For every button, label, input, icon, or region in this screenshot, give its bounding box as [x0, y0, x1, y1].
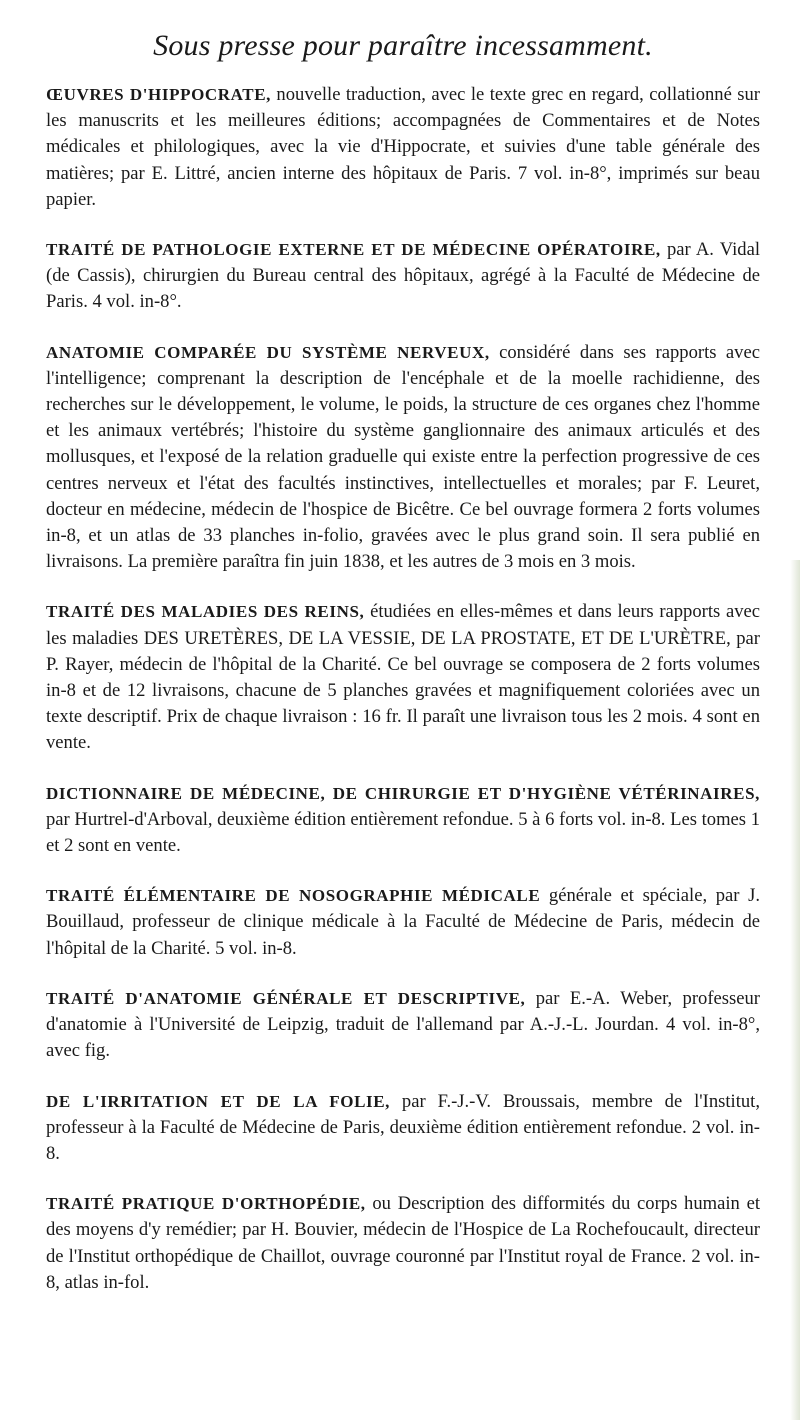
entry-body: par F.-J.-V. Broussais, membre de l'Institut, professeur à la Faculté de Médecine de Paris, deuxième édition entièrement refondue. 2 vol. in-8.	[46, 1090, 760, 1164]
entry-body: par A. Vidal (de Cassis), chirurgien du Bureau central des hôpitaux, agrégé à la Faculté de Médecine de Paris. 4 vol. in-8°.	[46, 239, 761, 313]
catalogue-entry-dictionnaire-veterinaire	[46, 781, 760, 860]
catalogue-entry-orthopedie	[46, 1191, 760, 1296]
running-head: Sous presse pour paraître incessamment.	[153, 29, 653, 62]
entry-body: étudiées en elles-mêmes et dans leurs rapports avec les maladies DES URETÈRES, DE LA VESSIE, DE LA PROSTATE, ET DE L'URÈTRE, par P. Rayer, médecin de l'hôpital de la Charité. Ce bel ouvrage se composera de 2 forts volumes in-8 et de 12 livraisons, chacune de 5 planches gravées et magnifiquement coloriées avec un texte descriptif. Prix de chaque livraison : 16 fr. Il paraît une livraison tous les 2 mois. 4 sont en vente.	[46, 601, 760, 754]
catalogue-entry-hippocrate	[46, 82, 760, 213]
entry-title: ANATOMIE COMPARÉE DU SYSTÈME NERVEUX,	[46, 342, 490, 362]
entry-title: TRAITÉ DES MALADIES DES REINS,	[46, 602, 365, 622]
entry-title: ŒUVRES D'HIPPOCRATE,	[46, 85, 271, 104]
catalogue-entry-maladies-reins	[46, 599, 760, 756]
entry-title: TRAITÉ DE PATHOLOGIE EXTERNE ET DE MÉDECINE OPÉRATOIRE,	[46, 240, 661, 260]
entry-body: par Hurtrel-d'Arboval, deuxième édition entièrement refondue. 5 à 6 forts vol. in-8. Les tomes 1 et 2 sont en vente.	[46, 808, 760, 857]
catalogue-entry-pathologie	[46, 237, 760, 316]
entry-body: considéré dans ses rapports avec l'intelligence; comprenant la description de l'encéphale et de la moelle rachidienne, des recherches sur le développement, le volume, le poids, la structure de ces organes chez l'homme et les animaux vertébrés; l'histoire du système ganglionnaire des animaux articulés et des mollusques, et l'exposé de la relation graduelle qui existe entre la perfection progressive de ces centres nerveux et l'état des facultés instinctives, intellectuelles et morales; par F. Leuret, docteur en médecine, médecin de l'hospice de Bicêtre. Ce bel ouvrage formera 2 forts volumes in-8, et un atlas de 33 planches in-folio, gravées avec le plus grand soin. Il sera publié en livraisons. La première paraîtra fin juin 1838, et les autres de 3 mois en 3 mois.	[46, 341, 760, 573]
entry-body: nouvelle traduction, avec le texte grec en regard, collationné sur les manuscrits et les meilleures éditions; accompagnées de Commentaires et de Notes médicales et philologiques, avec la vie d'Hippocrate, et suivies d'une table générale des matières; par E. Littré, ancien interne des hôpitaux de Paris. 7 vol. in-8°, imprimés sur beau papier.	[46, 84, 760, 210]
catalogue-entry-anatomie-generale	[46, 986, 760, 1065]
entry-body: générale et spéciale, par J. Bouillaud, professeur de clinique médicale à la Faculté de Médecine de Paris, médecin de l'hôpital de la Charité. 5 vol. in-8.	[46, 885, 760, 959]
catalogue-entry-anatomie-comparee	[46, 340, 760, 576]
entry-title: TRAITÉ ÉLÉMENTAIRE DE NOSOGRAPHIE MÉDICALE	[46, 886, 541, 906]
entry-title: DE L'IRRITATION ET DE LA FOLIE,	[46, 1091, 391, 1111]
entry-body: par E.-A. Weber, professeur d'anatomie à l'Université de Leipzig, traduit de l'allemand par A.-J.-L. Jourdan. 4 vol. in-8°, avec fig.	[46, 987, 760, 1062]
page-edge-shadow	[790, 560, 800, 1420]
entry-title: TRAITÉ D'ANATOMIE GÉNÉRALE ET DESCRIPTIVE,	[46, 988, 526, 1008]
entry-title: TRAITÉ PRATIQUE D'ORTHOPÉDIE,	[46, 1194, 366, 1214]
entry-body: ou Description des difformités du corps humain et des moyens d'y remédier; par H. Bouvier, médecin de l'Hospice de La Rochefoucault, directeur de l'Institut orthopédique de Chaillot, ouvrage couronné par l'Institut royal de France. 2 vol. in-8, atlas in-fol.	[46, 1193, 760, 1293]
entry-title: DICTIONNAIRE DE MÉDECINE, DE CHIRURGIE ET D'HYGIÈNE VÉTÉRINAIRES,	[46, 783, 760, 803]
catalogue-entry-nosographie	[46, 883, 760, 962]
catalogue-entry-irritation-folie	[46, 1089, 760, 1168]
